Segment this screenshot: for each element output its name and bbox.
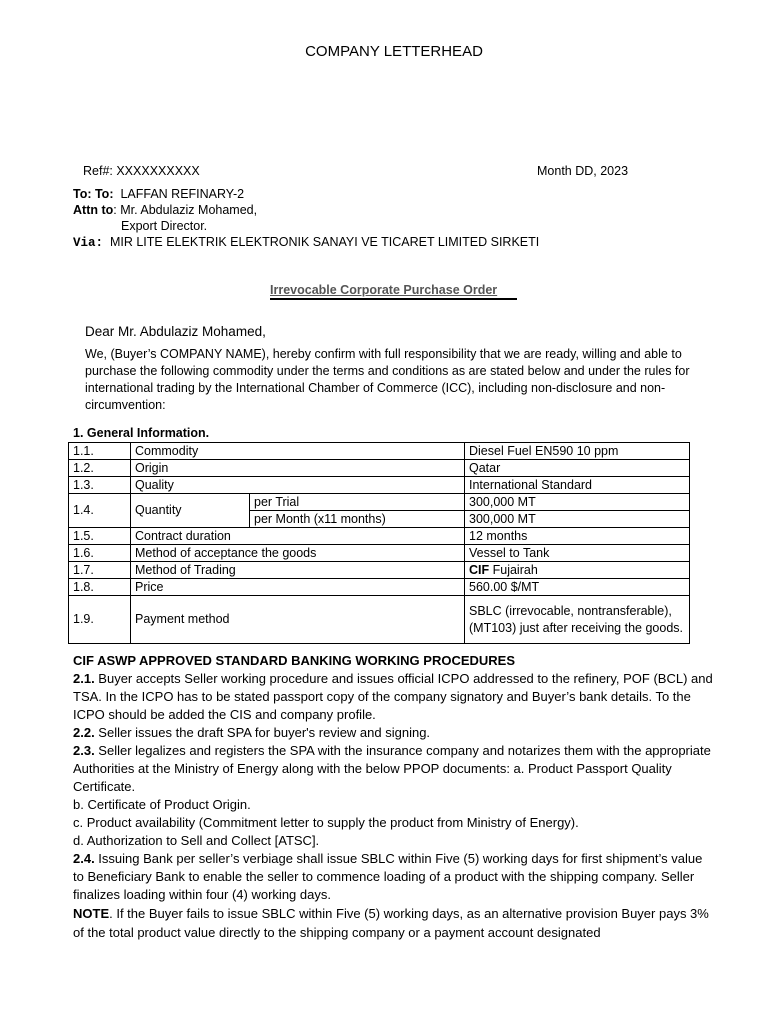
procedure-step <box>73 850 713 904</box>
procedure-step <box>73 742 713 796</box>
row-value <box>465 562 690 579</box>
row-value: 300,000 MT <box>465 511 690 528</box>
row-number: 1.8. <box>69 579 131 596</box>
letter-date: Month DD, 2023 <box>537 164 629 178</box>
step-number: 2.3. <box>73 743 95 758</box>
row-label: Payment method <box>131 596 465 644</box>
attn-label: Attn to <box>73 203 114 217</box>
table-row <box>69 494 690 511</box>
row-sublabel: per Trial <box>250 494 465 511</box>
row-value: Vessel to Tank <box>465 545 690 562</box>
row-value: SBLC (irrevocable, nontransferable), (MT103) just after receiving the goods. <box>465 596 690 644</box>
row-value-bold: CIF <box>469 562 490 577</box>
table-row <box>69 579 690 596</box>
step-number: 2.1. <box>73 671 95 686</box>
to-value: LAFFAN REFINARY-2 <box>120 187 245 201</box>
procedure-subitem: d. Authorization to Sell and Collect [ATSC]. <box>73 833 320 848</box>
step-text: Buyer accepts Seller working procedure and issues official ICPO addressed to the refinery, POF (BCL) and TSA. In the ICPO has to be stated passport copy of the company signatory and Buyer’s bank details. To the ICPO should be added the CIS and company profile. <box>73 671 713 722</box>
to-label: To: To: <box>73 187 114 201</box>
row-value: Qatar <box>465 460 690 477</box>
row-value-rest: Fujairah <box>489 562 538 577</box>
table-row <box>69 443 690 460</box>
row-value: 12 months <box>465 528 690 545</box>
table-row <box>69 545 690 562</box>
section-heading-general: 1. General Information. <box>73 426 210 440</box>
row-number: 1.6. <box>69 545 131 562</box>
table-row <box>69 460 690 477</box>
row-number: 1.4. <box>69 494 131 528</box>
table-row <box>69 477 690 494</box>
table-row <box>69 528 690 545</box>
reference-number: Ref#: XXXXXXXXXX <box>83 164 200 178</box>
note-text: . If the Buyer fails to issue SBLC within Five (5) working days, as an alternative provision Buyer pays 3% of the total product value directly to the shipping company or a payment account designated <box>73 906 709 940</box>
via-line <box>73 235 539 250</box>
row-label: Method of acceptance the goods <box>131 545 465 562</box>
row-number: 1.1. <box>69 443 131 460</box>
attn-value: : Mr. Abdulaziz Mohamed, <box>113 203 258 217</box>
row-number: 1.7. <box>69 562 131 579</box>
row-label: Contract duration <box>131 528 465 545</box>
row-value: Diesel Fuel EN590 10 ppm <box>465 443 690 460</box>
row-value: 300,000 MT <box>465 494 690 511</box>
general-information-table <box>68 442 690 644</box>
row-value: 560.00 $/MT <box>465 579 690 596</box>
procedure-step <box>73 670 713 724</box>
step-text: Seller issues the draft SPA for buyer's review and signing. <box>94 725 431 740</box>
row-number: 1.2. <box>69 460 131 477</box>
row-label: Commodity <box>131 443 465 460</box>
row-label: Quality <box>131 477 465 494</box>
step-text: Issuing Bank per seller’s verbiage shall issue SBLC within Five (5) working days for first shipment’s value to Beneficiary Bank to enable the seller to commence loading of a product with the shipping company. Seller finalizes loading within four (4) working days. <box>73 851 703 902</box>
procedure-subitem: c. Product availability (Commitment letter to supply the product from Ministry of Energy). <box>73 815 579 830</box>
row-number: 1.5. <box>69 528 131 545</box>
row-number: 1.3. <box>69 477 131 494</box>
row-value: International Standard <box>465 477 690 494</box>
row-label: Price <box>131 579 465 596</box>
table-row <box>69 562 690 579</box>
step-number: 2.4. <box>73 851 95 866</box>
row-label: Method of Trading <box>131 562 465 579</box>
greeting: Dear Mr. Abdulaziz Mohamed, <box>85 324 266 339</box>
title-underline <box>270 298 517 300</box>
procedure-subitem: b. Certificate of Product Origin. <box>73 797 251 812</box>
row-label: Quantity <box>131 494 250 528</box>
to-line <box>73 187 244 201</box>
banking-procedures <box>73 652 713 942</box>
procedures-heading: CIF ASWP APPROVED STANDARD BANKING WORKING PROCEDURES <box>73 653 516 668</box>
procedure-step <box>73 724 713 742</box>
via-value: MIR LITE ELEKTRIK ELEKTRONIK SANAYI VE TICARET LIMITED SIRKETI <box>109 235 540 249</box>
row-label: Origin <box>131 460 465 477</box>
procedure-note <box>73 904 713 942</box>
intro-paragraph: We, (Buyer’s COMPANY NAME), hereby confirm with full responsibility that we are ready, willing and able to purchase the following commodity under the terms and conditions as are stated below and under the rules for international trading by the International Chamber of Commerce (ICC), including non-disclosure and non-circumvention: <box>85 347 690 412</box>
table-row <box>69 596 690 644</box>
document-title: Irrevocable Corporate Purchase Order <box>270 283 498 297</box>
step-text: Seller legalizes and registers the SPA with the insurance company and notarizes them with the appropriate Authorities at the Ministry of Energy along with the below PPOP documents: a. Product Passport Quality Certificate. <box>73 743 711 794</box>
row-sublabel: per Month (x11 months) <box>250 511 465 528</box>
step-number: 2.2. <box>73 725 95 740</box>
row-number: 1.9. <box>69 596 131 644</box>
note-label: NOTE <box>73 906 110 921</box>
attn-title: Export Director. <box>121 219 208 233</box>
via-label: Via: <box>73 236 104 250</box>
letterhead-title: COMPANY LETTERHEAD <box>305 43 483 60</box>
attn-line <box>73 203 257 217</box>
